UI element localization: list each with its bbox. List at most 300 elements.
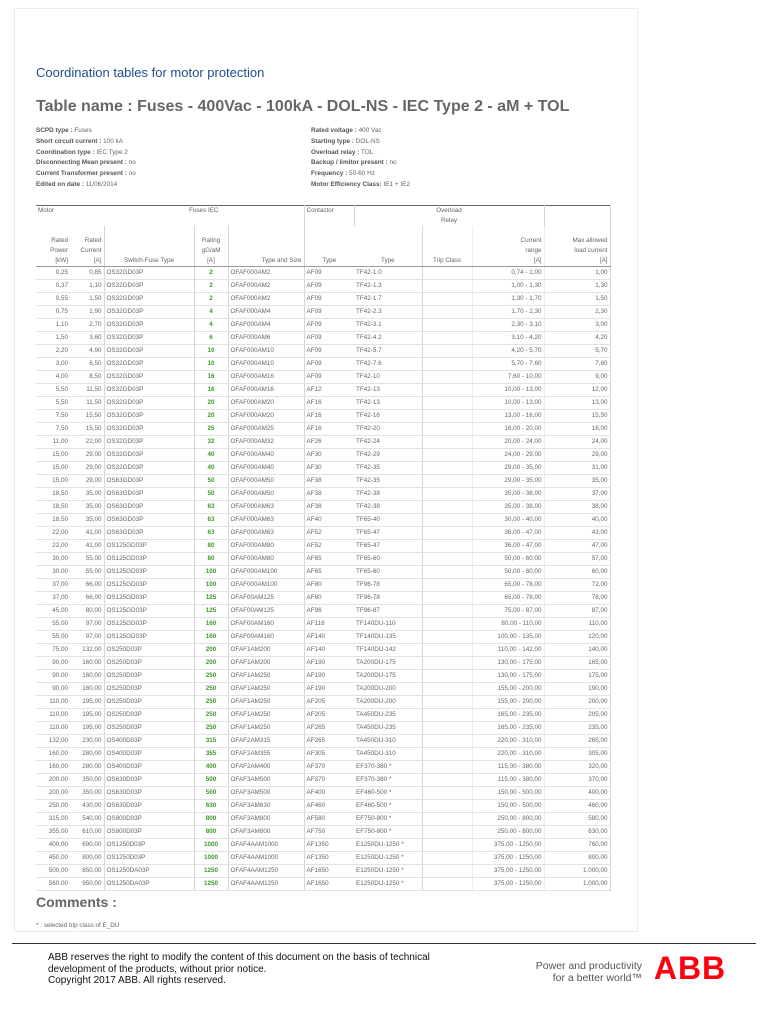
table-cell: OS63GD03P: [104, 488, 194, 501]
table-cell: AF09: [304, 267, 354, 280]
table-row: [36, 878, 610, 891]
table-cell: 24,00 - 29,00: [472, 449, 544, 462]
header-spacer: [104, 226, 194, 236]
table-cell: TF42-20: [354, 423, 422, 436]
meta-field: Edited on date : 11/06/2014: [36, 180, 118, 188]
header-spacer: [36, 216, 104, 226]
table-cell: 250: [194, 683, 228, 696]
table-cell: 30,00: [36, 553, 70, 566]
table-cell: 41,00: [70, 540, 104, 553]
table-cell: 350,00: [70, 787, 104, 800]
table-cell: 80: [194, 553, 228, 566]
table-cell: 1,70 - 2,30: [472, 306, 544, 319]
table-cell: 20: [194, 397, 228, 410]
table-cell: 50: [194, 488, 228, 501]
table-cell: 16,00: [544, 423, 610, 436]
table-cell: 29,00: [70, 462, 104, 475]
comment-line: * : selected trip class of E_DU: [36, 922, 120, 929]
table-cell: 66,00: [70, 579, 104, 592]
table-cell: TF65-40: [354, 514, 422, 527]
table-cell: 37,00: [36, 592, 70, 605]
table-row: [36, 800, 610, 813]
table-cell: OFAF000AM2: [228, 293, 304, 306]
table-cell: 3,10 - 4,20: [472, 332, 544, 345]
table-cell: 1.000,00: [544, 865, 610, 878]
table-cell: [422, 527, 472, 540]
table-cell: 115,00 - 380,00: [472, 774, 544, 787]
table-cell: [422, 488, 472, 501]
table-row: [36, 813, 610, 826]
table-cell: 450,00: [36, 852, 70, 865]
meta-field: SCPD type : Fuses: [36, 127, 92, 134]
table-cell: [422, 514, 472, 527]
table-row: [36, 280, 610, 293]
table-cell: 250: [194, 670, 228, 683]
table-cell: AF09: [304, 371, 354, 384]
table-cell: 400,00: [36, 839, 70, 852]
column-header: [228, 246, 304, 256]
column-header: range: [472, 246, 544, 256]
table-cell: AF140: [304, 644, 354, 657]
table-cell: TA200DU-200: [354, 696, 422, 709]
table-cell: OS32GD03P: [104, 397, 194, 410]
table-cell: TF42-35: [354, 475, 422, 488]
table-cell: OS125GD03P: [104, 605, 194, 618]
table-row: [36, 644, 610, 657]
table-cell: OFAF000AM80: [228, 553, 304, 566]
header-spacer: [194, 226, 228, 236]
table-header: [36, 206, 610, 267]
table-cell: 355,00: [36, 826, 70, 839]
table-cell: 110,00: [36, 722, 70, 735]
table-cell: OFAF1AM250: [228, 722, 304, 735]
table-cell: OFAF000AM63: [228, 527, 304, 540]
table-cell: 500,00: [36, 865, 70, 878]
table-cell: [422, 475, 472, 488]
table-cell: OFAF1AM250: [228, 670, 304, 683]
table-cell: AF09: [304, 345, 354, 358]
table-cell: TF42-13: [354, 397, 422, 410]
table-cell: 3,60: [70, 332, 104, 345]
table-cell: OS32GD03P: [104, 280, 194, 293]
table-cell: 24,00: [544, 436, 610, 449]
table-cell: 195,00: [70, 696, 104, 709]
table-cell: 375,00 - 1250,00: [472, 878, 544, 891]
table-cell: [422, 670, 472, 683]
table-cell: 355: [194, 748, 228, 761]
table-row: [36, 384, 610, 397]
group-header-fuses: Fuses IEC: [104, 206, 304, 217]
group-header-contactor: Contactor: [304, 206, 354, 217]
table-cell: 350,00: [70, 774, 104, 787]
table-cell: 13,00: [544, 397, 610, 410]
table-cell: AF16: [304, 423, 354, 436]
table-cell: TF42-2.3: [354, 306, 422, 319]
column-header: [422, 246, 472, 256]
table-row: [36, 618, 610, 631]
table-cell: 1250: [194, 865, 228, 878]
header-spacer: [544, 216, 610, 226]
table-cell: 97,00: [70, 618, 104, 631]
table-cell: 320,00: [544, 761, 610, 774]
disclaimer-line: development of the products, without prior notice.: [48, 963, 267, 975]
table-cell: 63: [194, 527, 228, 540]
table-cell: 87,00: [544, 605, 610, 618]
table-cell: OFAF00AM125: [228, 592, 304, 605]
table-cell: 7,50: [36, 423, 70, 436]
table-cell: OFAF000AM20: [228, 397, 304, 410]
table-cell: 375,00 - 1250,00: [472, 852, 544, 865]
table-cell: [422, 462, 472, 475]
table-cell: 65,00 - 78,00: [472, 592, 544, 605]
table-cell: 250: [194, 696, 228, 709]
meta-field: Starting type : DOL-NS: [311, 137, 380, 145]
table-cell: [422, 280, 472, 293]
table-cell: 45,00: [36, 605, 70, 618]
table-cell: [422, 865, 472, 878]
table-cell: 3,00: [36, 358, 70, 371]
table-cell: 160,00: [36, 761, 70, 774]
header-spacer: [422, 226, 472, 236]
table-cell: TA200DU-175: [354, 657, 422, 670]
table-cell: 375,00 - 1250,00: [472, 839, 544, 852]
table-cell: OS400D03P: [104, 748, 194, 761]
table-cell: 2,30: [544, 306, 610, 319]
table-cell: [422, 839, 472, 852]
table-cell: 22,00: [36, 527, 70, 540]
table-cell: OS250D03P: [104, 696, 194, 709]
table-cell: 50,00 - 60,00: [472, 566, 544, 579]
table-cell: AF09: [304, 306, 354, 319]
meta-field: Disconnecting Mean present : no: [36, 159, 136, 167]
table-cell: 132,00: [36, 735, 70, 748]
table-cell: 850,00: [70, 865, 104, 878]
table-cell: OFAF000AM2: [228, 267, 304, 280]
table-cell: OFAF4AAM1250: [228, 865, 304, 878]
table-cell: AF30: [304, 462, 354, 475]
table-cell: OS32GD03P: [104, 423, 194, 436]
table-cell: OFAF000AM40: [228, 462, 304, 475]
table-cell: AF265: [304, 722, 354, 735]
table-cell: 35,00 - 38,00: [472, 488, 544, 501]
table-cell: 6,50: [70, 358, 104, 371]
table-cell: 97,00: [70, 631, 104, 644]
table-cell: 110,00: [544, 618, 610, 631]
table-cell: 38,00: [544, 501, 610, 514]
table-cell: OFAF1AM250: [228, 709, 304, 722]
table-cell: 40: [194, 449, 228, 462]
table-row: [36, 397, 610, 410]
table-cell: [422, 345, 472, 358]
table-cell: TA450DU-310: [354, 735, 422, 748]
table-cell: 150,00 - 500,00: [472, 787, 544, 800]
table-row: [36, 670, 610, 683]
table-cell: [422, 267, 472, 280]
table-cell: 80,00 - 110,00: [472, 618, 544, 631]
table-cell: 40,00: [544, 514, 610, 527]
table-cell: TF96-78: [354, 592, 422, 605]
column-header: Type: [304, 256, 354, 267]
table-cell: OFAF4AAM1250: [228, 878, 304, 891]
table-cell: AF205: [304, 696, 354, 709]
table-cell: OFAF4AAM1000: [228, 839, 304, 852]
table-cell: 4: [194, 306, 228, 319]
table-cell: 2: [194, 280, 228, 293]
meta-field: Rated voltage : 400 Vac: [311, 127, 382, 134]
table-cell: OFAF4AAM1000: [228, 852, 304, 865]
table-cell: 15,00: [36, 475, 70, 488]
column-header: [A]: [70, 256, 104, 267]
table-cell: [422, 657, 472, 670]
table-cell: AF305: [304, 748, 354, 761]
table-cell: 15,00: [36, 449, 70, 462]
table-cell: 200,00: [544, 696, 610, 709]
table-cell: 0,55: [36, 293, 70, 306]
table-cell: 57,00: [544, 553, 610, 566]
table-cell: [422, 566, 472, 579]
table-cell: OS63GD03P: [104, 475, 194, 488]
meta-row: [36, 180, 608, 191]
table-cell: AF116: [304, 618, 354, 631]
table-cell: AF09: [304, 280, 354, 293]
table-cell: 305,00: [544, 748, 610, 761]
meta-row: [36, 126, 608, 137]
table-row: [36, 566, 610, 579]
table-cell: OS630D03P: [104, 800, 194, 813]
table-cell: 280,00: [70, 761, 104, 774]
table-cell: 690,00: [70, 839, 104, 852]
table-row: [36, 774, 610, 787]
table-cell: OFAF000AM25: [228, 423, 304, 436]
table-cell: 32: [194, 436, 228, 449]
table-cell: 540,00: [70, 813, 104, 826]
table-cell: OS63GD03P: [104, 527, 194, 540]
table-cell: OFAF000AM6: [228, 332, 304, 345]
table-cell: 1.000,00: [544, 878, 610, 891]
table-row: [36, 787, 610, 800]
table-cell: EF750-800 *: [354, 826, 422, 839]
table-cell: OS32GD03P: [104, 306, 194, 319]
table-cell: E1250DU-1250 *: [354, 878, 422, 891]
table-cell: AF190: [304, 657, 354, 670]
table-cell: 2,70: [70, 319, 104, 332]
column-header: Power: [50, 247, 68, 254]
column-header: Rating: [194, 236, 228, 246]
table-cell: [422, 696, 472, 709]
table-cell: OFAF000AM50: [228, 475, 304, 488]
table-cell: OS400D03P: [104, 761, 194, 774]
table-cell: 10,00 - 13,00: [472, 397, 544, 410]
table-cell: [422, 644, 472, 657]
table-cell: AF1650: [304, 878, 354, 891]
table-cell: OFAF000AM4: [228, 319, 304, 332]
table-row: [36, 345, 610, 358]
table-cell: 800: [194, 826, 228, 839]
table-cell: 20: [194, 410, 228, 423]
table-cell: 160,00: [70, 657, 104, 670]
table-cell: [422, 592, 472, 605]
table-cell: OFAF3AM500: [228, 787, 304, 800]
table-cell: 16: [194, 371, 228, 384]
table-cell: TF65-47: [354, 527, 422, 540]
table-cell: 1,90: [70, 306, 104, 319]
group-header-motor: Motor: [36, 206, 104, 217]
table-cell: [422, 436, 472, 449]
table-row: [36, 631, 610, 644]
table-cell: AF580: [304, 813, 354, 826]
table-cell: 125: [194, 592, 228, 605]
footer-divider: [12, 943, 756, 944]
table-cell: [422, 540, 472, 553]
table-cell: AF09: [304, 358, 354, 371]
table-cell: OS125GD03P: [104, 631, 194, 644]
table-cell: TF42-1.3: [354, 280, 422, 293]
table-cell: 1,30 - 1,70: [472, 293, 544, 306]
table-cell: 90,00: [36, 670, 70, 683]
table-cell: 155,00 - 200,00: [472, 696, 544, 709]
table-cell: 8,50: [70, 371, 104, 384]
table-cell: 160,00: [36, 748, 70, 761]
table-cell: 16,00 - 20,00: [472, 423, 544, 436]
table-cell: 165,00: [544, 657, 610, 670]
table-cell: 7,50: [36, 410, 70, 423]
table-cell: 31,00: [544, 462, 610, 475]
table-cell: OFAF1AM250: [228, 683, 304, 696]
table-cell: OFAF000AM63: [228, 501, 304, 514]
table-cell: TF65-60: [354, 553, 422, 566]
table-row: [36, 423, 610, 436]
table-cell: 11,50: [70, 384, 104, 397]
table-cell: 150,00 - 500,00: [472, 800, 544, 813]
table-cell: 100: [194, 566, 228, 579]
table-cell: 5,50: [36, 397, 70, 410]
table-cell: [422, 358, 472, 371]
table-cell: AF460: [304, 800, 354, 813]
table-row: [36, 683, 610, 696]
table-cell: 20,00 - 24,00: [472, 436, 544, 449]
table-cell: 10: [194, 358, 228, 371]
table-cell: 195,00: [70, 722, 104, 735]
table-cell: 235,00: [544, 722, 610, 735]
table-cell: 250: [194, 722, 228, 735]
table-cell: TF42-16: [354, 410, 422, 423]
table-row: [36, 722, 610, 735]
table-cell: OS32GD03P: [104, 371, 194, 384]
coordination-table: [36, 205, 611, 891]
column-header: [304, 246, 354, 256]
table-cell: 47,00: [544, 540, 610, 553]
column-header: Current: [472, 236, 544, 246]
table-row: [36, 501, 610, 514]
table-cell: 0,75: [36, 306, 70, 319]
table-cell: 30,00 - 40,00: [472, 514, 544, 527]
table-cell: 430,00: [70, 800, 104, 813]
table-cell: OS125GD03P: [104, 618, 194, 631]
table-cell: 250,00: [36, 800, 70, 813]
table-cell: TF96-87: [354, 605, 422, 618]
table-cell: AF40: [304, 514, 354, 527]
table-cell: E1250DU-1250 *: [354, 865, 422, 878]
table-cell: 610,00: [70, 826, 104, 839]
table-cell: EF370-380 *: [354, 761, 422, 774]
table-metadata: [36, 126, 608, 191]
table-cell: 75,00 - 87,00: [472, 605, 544, 618]
table-cell: TF42-38: [354, 488, 422, 501]
table-cell: [422, 683, 472, 696]
table-cell: OS32GD03P: [104, 462, 194, 475]
table-row: [36, 839, 610, 852]
table-cell: 41,00: [70, 527, 104, 540]
table-cell: 16: [194, 384, 228, 397]
table-cell: 315,00: [36, 813, 70, 826]
table-cell: AF16: [304, 410, 354, 423]
meta-field: Coordination type : IEC Type 2: [36, 148, 128, 156]
table-cell: OS32GD03P: [104, 449, 194, 462]
column-header: Rated: [70, 236, 104, 246]
table-cell: 6: [194, 332, 228, 345]
table-cell: 155,00 - 200,00: [472, 683, 544, 696]
table-cell: OFAF000AM80: [228, 540, 304, 553]
table-cell: TF42-29: [354, 449, 422, 462]
table-body: [36, 267, 610, 891]
table-cell: OS32GD03P: [104, 267, 194, 280]
table-cell: 220,00 - 310,00: [472, 748, 544, 761]
table-cell: AF65: [304, 553, 354, 566]
table-cell: OS630D03P: [104, 774, 194, 787]
table-cell: OS250D03P: [104, 644, 194, 657]
table-cell: 2: [194, 293, 228, 306]
table-cell: [422, 293, 472, 306]
table-cell: 220,00 - 310,00: [472, 735, 544, 748]
header-spacer: [104, 216, 304, 226]
table-cell: OFAF2AM400: [228, 761, 304, 774]
table-cell: OS800D03P: [104, 826, 194, 839]
table-cell: OS32GD03P: [104, 436, 194, 449]
table-cell: OFAF000AM10: [228, 345, 304, 358]
table-cell: [422, 410, 472, 423]
table-cell: AF370: [304, 774, 354, 787]
table-cell: OS250D03P: [104, 657, 194, 670]
table-cell: AF265: [304, 735, 354, 748]
table-cell: AF1350: [304, 839, 354, 852]
table-cell: 1,50: [70, 293, 104, 306]
table-cell: [422, 852, 472, 865]
table-row: [36, 605, 610, 618]
table-cell: 11,00: [36, 436, 70, 449]
table-cell: OS32GD03P: [104, 319, 194, 332]
table-row: [36, 696, 610, 709]
table-row: [36, 267, 610, 280]
meta-row: [36, 158, 608, 169]
table-cell: TF42-7.6: [354, 358, 422, 371]
table-cell: EF370-380 *: [354, 774, 422, 787]
table-cell: 15,50: [70, 423, 104, 436]
table-cell: 205,00: [544, 709, 610, 722]
table-cell: AF205: [304, 709, 354, 722]
table-row: [36, 852, 610, 865]
table-cell: OS125GD03P: [104, 566, 194, 579]
column-header: [kW]: [36, 256, 70, 267]
column-header: [354, 236, 422, 246]
table-cell: 560,00: [36, 878, 70, 891]
table-cell: OFAF00AM160: [228, 631, 304, 644]
table-cell: 7,60: [544, 358, 610, 371]
table-cell: 110,00: [36, 696, 70, 709]
table-cell: 50: [194, 475, 228, 488]
meta-field: Backup / limitor present : no: [311, 159, 397, 167]
table-cell: 10: [194, 345, 228, 358]
column-header: Switch-Fuse Type: [104, 256, 194, 267]
